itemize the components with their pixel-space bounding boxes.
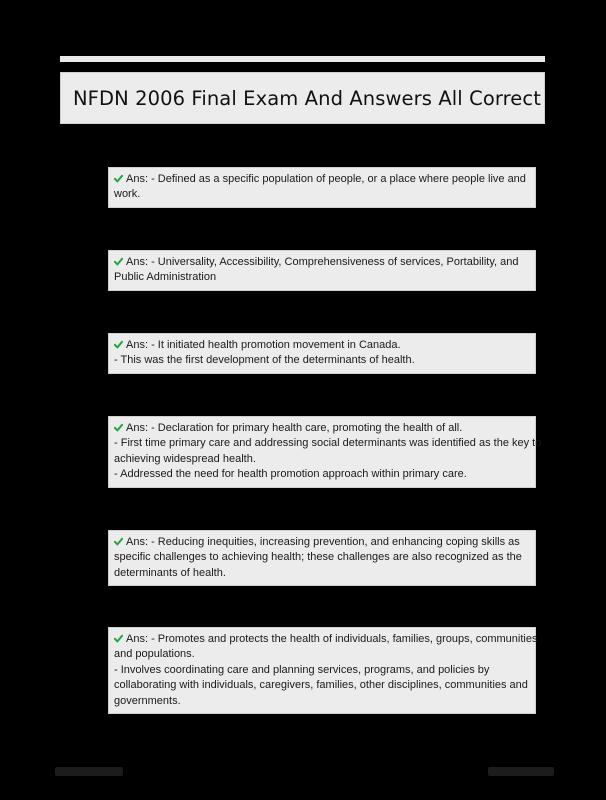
answer-line: Ans: - Defined as a specific population of people, or a place where people live and <box>114 172 530 187</box>
answer-line: Ans: - Declaration for primary health care, promoting the health of all. <box>114 421 530 436</box>
answer-line: - First time primary care and addressing social determinants was identified as the key to <box>114 437 542 450</box>
top-divider <box>60 56 545 62</box>
answer-line: governments. <box>114 694 181 707</box>
footer-watermark-left <box>55 767 123 776</box>
answer-line: achieving widespread health. <box>114 452 256 465</box>
check-icon <box>114 340 123 349</box>
answer-line: specific challenges to achieving health; these challenges are also recognized as the <box>114 551 522 564</box>
answer-box <box>108 627 536 714</box>
answer-line: determinants of health. <box>114 566 226 579</box>
footer-watermark-right <box>488 767 554 776</box>
check-icon <box>114 423 123 432</box>
answer-line: - Addressed the need for health promotion approach within primary care. <box>114 468 467 481</box>
answer-box <box>108 333 536 374</box>
answer-line: Public Administration <box>114 271 217 284</box>
answer-box <box>108 416 542 488</box>
answer-box <box>108 530 536 586</box>
answer-line: Ans: - Promotes and protects the health of individuals, families, groups, communities <box>114 632 530 647</box>
answer-line: collaborating with individuals, caregivers, families, other disciplines, communities and <box>114 679 528 692</box>
answer-box <box>108 167 536 208</box>
answer-line: and populations. <box>114 648 195 661</box>
check-icon <box>114 174 123 183</box>
answer-line: Ans: - Universality, Accessibility, Comprehensiveness of services, Portability, and <box>114 255 530 270</box>
check-icon <box>114 634 123 643</box>
answer-line: work. <box>114 188 141 201</box>
check-icon <box>114 257 123 266</box>
answer-line: - This was the first development of the determinants of health. <box>114 354 415 367</box>
page-title: NFDN 2006 Final Exam And Answers All Correct <box>73 86 541 110</box>
title-box <box>60 72 545 124</box>
answer-box <box>108 250 536 291</box>
answer-line: Ans: - Reducing inequities, increasing prevention, and enhancing coping skills as <box>114 535 530 550</box>
answer-line: - Involves coordinating care and planning services, programs, and policies by <box>114 663 490 676</box>
check-icon <box>114 537 123 546</box>
answer-line: Ans: - It initiated health promotion movement in Canada. <box>114 338 530 353</box>
